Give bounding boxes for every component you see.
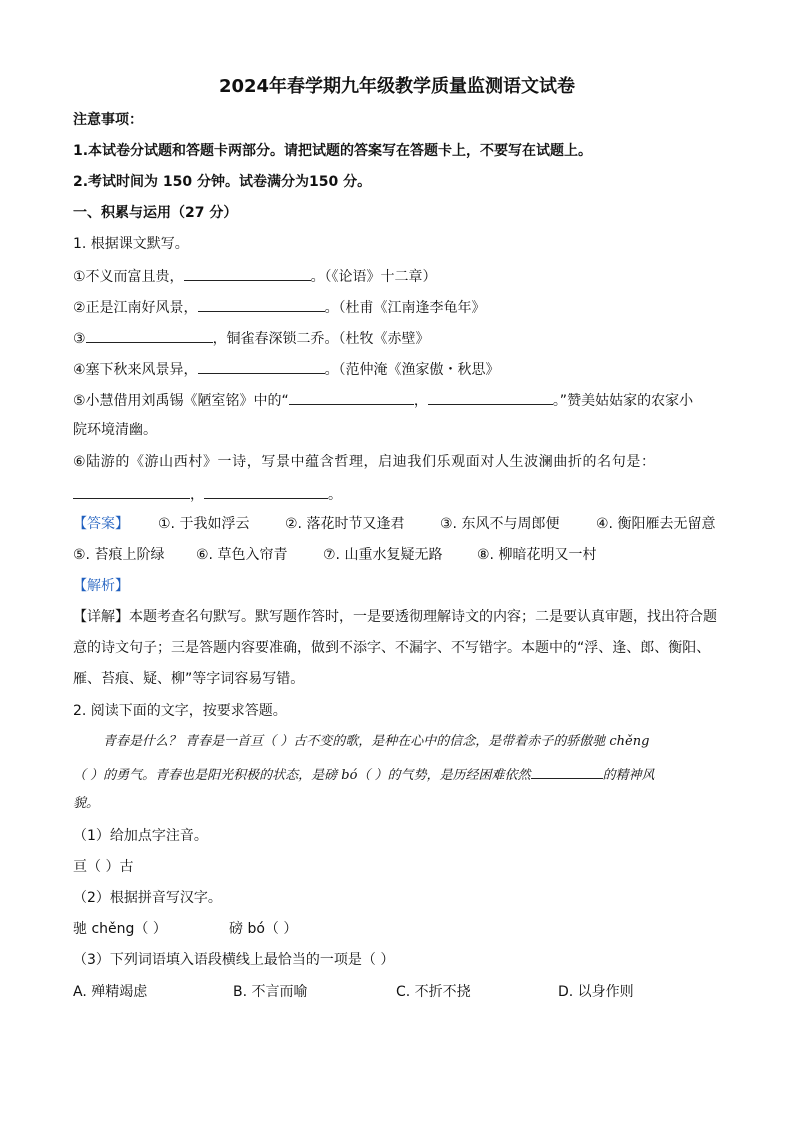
answer-blank-5[interactable] <box>289 389 414 405</box>
option-c[interactable]: C. 不折不挠 <box>396 984 471 1000</box>
q1-line-6-blanks <box>73 483 342 505</box>
subquestion-3: （3）下列词语填入语段横线上最恰当的一项是（ ） <box>73 952 395 968</box>
subquestion-2-item-b: 磅 bó（ ） <box>229 921 298 937</box>
option-b[interactable]: B. 不言而喻 <box>233 984 308 1000</box>
answer-blank-8[interactable] <box>204 483 328 499</box>
analysis-text-1: 本题考查名句默写。默写题作答时，一是要透彻理解诗文的内容；二是要认真审题，找出符合题 <box>129 609 717 625</box>
answer-blank-6[interactable] <box>428 389 553 405</box>
q1-line-4-suffix: 。（范仲淹《渔家傲・秋思》 <box>324 362 500 378</box>
section-heading: 一、积累与运用（27 分） <box>73 205 238 221</box>
q1-line-1-suffix: 。（《论语》十二章） <box>310 269 437 285</box>
q1-line-2 <box>73 296 486 318</box>
answer-item-3: ③. 东风不与周郎便 <box>440 516 560 532</box>
question-1-stem: 1. 根据课文默写。 <box>73 236 189 252</box>
answer-item-5: ⑤. 苔痕上阶绿 <box>73 547 165 563</box>
analysis-line-2: 意的诗文句子；三是答题内容要准确，做到不添字、不漏字、不写错字。本题中的“浮、逢、郎、衡阳、 <box>73 640 711 656</box>
notice-heading: 注意事项： <box>73 112 143 128</box>
q1-line-3 <box>73 327 430 349</box>
q1-line-2-prefix: ②正是江南好风景， <box>73 300 198 316</box>
passage-line-2 <box>73 763 655 786</box>
option-a[interactable]: A. 殚精竭虑 <box>73 984 148 1000</box>
option-d[interactable]: D. 以身作则 <box>558 984 634 1000</box>
q1-line-3-suffix: ，铜雀春深锁二乔。（杜牧《赤壁》 <box>212 331 430 347</box>
analysis-line-3: 雁、苔痕、疑、柳”等字词容易写错。 <box>73 671 305 687</box>
q1-line-5-prefix: ⑤小慧借用刘禹锡《陋室铭》中的“ <box>73 393 289 409</box>
detail-tag: 【详解】 <box>73 609 129 625</box>
answer-blank-4[interactable] <box>198 358 325 374</box>
answer-tag: 【答案】 <box>73 516 129 532</box>
subquestion-1: （1）给加点字注音。 <box>73 828 208 844</box>
q1-line-5-cont: 院环境清幽。 <box>73 422 157 438</box>
q1-line-1-prefix: ①不义而富且贵， <box>73 269 184 285</box>
answer-blank-2[interactable] <box>198 296 325 312</box>
passage-line-2-suffix: 的精神风 <box>602 768 655 783</box>
notice-item-1: 1.本试卷分试题和答题卡两部分。请把试题的答案写在答题卡上，不要写在试题上。 <box>73 143 593 159</box>
subquestion-2: （2）根据拼音写汉字。 <box>73 890 222 906</box>
q1-line-4-prefix: ④塞下秋来风景异， <box>73 362 198 378</box>
q1-line-6: ⑥陆游的《游山西村》一诗，写景中蕴含哲理，启迪我们乐观面对人生波澜曲折的名句是： <box>73 454 656 470</box>
answer-item-6: ⑥. 草色入帘青 <box>196 547 288 563</box>
answer-item-7: ⑦. 山重水复疑无路 <box>323 547 443 563</box>
answer-blank-3[interactable] <box>86 327 213 343</box>
passage-line-3: 貌。 <box>73 796 100 811</box>
passage-line-1: 青春是什么？ 青春是一首亘（ ）古不变的歌，是种在心中的信念，是带着赤子的骄傲驰 chěng <box>103 734 650 749</box>
passage-line-2-text: （ ）的勇气。青春也是阳光积极的状态，是磅 bó（ ）的气势，是历经困难依然 <box>73 768 531 783</box>
passage-blank[interactable] <box>531 763 603 779</box>
q1-line-4 <box>73 358 500 380</box>
q1-line-5-comma: ， <box>413 393 428 409</box>
page-title: 2024年春学期九年级教学质量监测语文试卷 <box>218 76 576 97</box>
answer-item-8: ⑧. 柳暗花明又一村 <box>477 547 597 563</box>
analysis-line-1 <box>73 607 717 627</box>
answer-blank-7[interactable] <box>73 483 190 499</box>
q1-line-5-suffix: 。”赞美姑姑家的农家小 <box>552 393 694 409</box>
question-2-stem: 2. 阅读下面的文字，按要求答题。 <box>73 703 287 719</box>
answer-blank-1[interactable] <box>184 265 311 281</box>
q1-line-2-suffix: 。（杜甫《江南逢李龟年》 <box>324 300 486 316</box>
q1-line-3-prefix: ③ <box>73 331 86 347</box>
q1-line-6-comma: ， <box>190 487 204 503</box>
notice-item-2: 2.考试时间为 150 分钟。试卷满分为150 分。 <box>73 174 372 190</box>
q1-line-6-suffix: 。 <box>328 487 342 503</box>
analysis-tag: 【解析】 <box>73 578 129 594</box>
answer-item-4: ④. 衡阳雁去无留意 <box>596 516 716 532</box>
answer-item-2: ②. 落花时节又逢君 <box>285 516 405 532</box>
answer-item-1: ①. 于我如浮云 <box>158 516 250 532</box>
subquestion-1-item: 亘（ ）古 <box>73 859 134 875</box>
q1-line-5 <box>73 389 693 411</box>
subquestion-2-item-a: 驰 chěng（ ） <box>73 921 167 937</box>
q1-line-1 <box>73 265 437 287</box>
